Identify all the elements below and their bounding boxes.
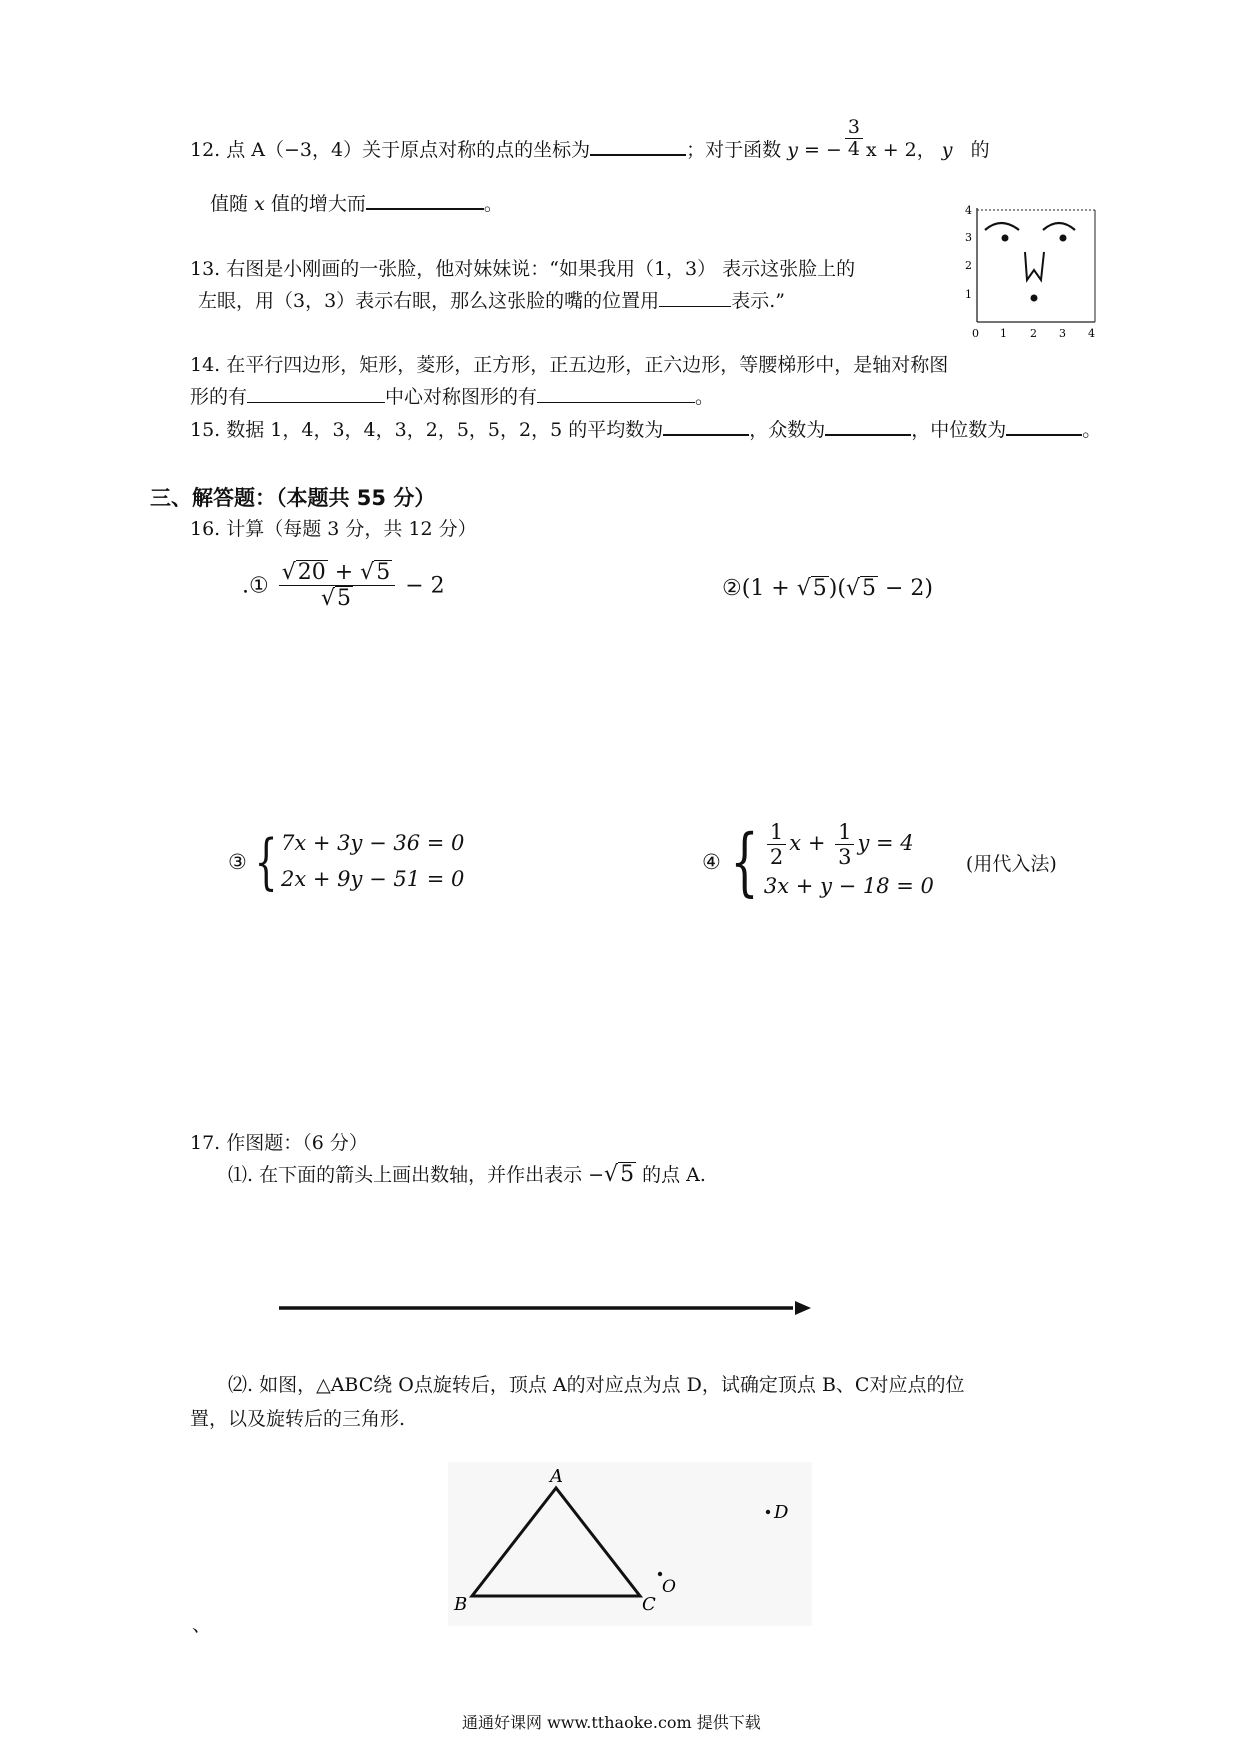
q15-blank-mode[interactable] [825, 414, 911, 436]
q14-blank-2[interactable] [537, 382, 695, 403]
face-x-tick-1: 1 [1000, 327, 1007, 340]
stray-mark: 、 [192, 1614, 212, 1636]
q15-blank-mean[interactable] [663, 414, 749, 436]
right-eyebrow [1043, 223, 1075, 230]
q16-p1-fraction: $\frac{√20 + √5}{√5}$ [279, 560, 395, 612]
mouth [1031, 295, 1038, 302]
q16-p4-eq2: 3x + y − 18 = 0 [763, 874, 934, 899]
q13-blank[interactable] [659, 286, 731, 307]
q13-line1: 13. 右图是小刚画的一张脸，他对妹妹说：“如果我用（1，3） 表示这张脸上的 [190, 258, 856, 280]
triangle-figure [440, 1460, 820, 1630]
right-eye [1060, 235, 1067, 242]
q16-p4-note: (用代入法) [965, 852, 1057, 875]
nose [1025, 252, 1044, 280]
q17-part2-line1: ⑵. 如图，△ABC绕 O点旋转后，顶点 A的对应点为点 D，试确定顶点 B、C对应点的位 [228, 1374, 965, 1396]
q16-problem-4: ④ { $\frac{1}{2}$ x + $\frac{1}{3}$ y = 4 3x + y − 18 = 0 (用代入法) [702, 819, 1057, 906]
q14-line1: 14. 在平行四边形，矩形，菱形，正方形，正五边形，正六边形，等腰梯形中，是轴对称图 [190, 354, 949, 376]
q16-title: 16. 计算（每题 3 分，共 12 分） [190, 518, 477, 540]
q15-line: 15. 数据 1，4，3，4，3，2，5，5，2，5 的平均数为 ，众数为 ，中位数为 。 [190, 414, 1101, 442]
q16-problem-1: .① $\frac{√20 + √5}{√5}$ − 2 [242, 560, 445, 612]
left-eyebrow [985, 223, 1019, 230]
section3-title: 三、解答题：（本题共 55 分） [150, 486, 436, 510]
q16-problem-3: ③ { 7x + 3y − 36 = 0 2x + 9y − 51 = 0 [228, 826, 465, 897]
q17-part2-line2: 置，以及旋转后的三角形. [190, 1408, 406, 1430]
point-d [766, 1510, 770, 1514]
face-x-tick-2: 2 [1030, 327, 1037, 340]
face-figure [955, 200, 1105, 348]
label-c: C [642, 1594, 656, 1615]
number-line-arrow[interactable] [275, 1298, 815, 1318]
face-y-tick-2: 2 [965, 259, 972, 272]
q12-blank-2[interactable] [366, 188, 484, 210]
q15-blank-median[interactable] [1006, 414, 1082, 436]
q12-fraction: $\frac{3}{4}$ [845, 117, 863, 162]
label-a: A [550, 1466, 563, 1487]
q16-problem-2: ②(1 + √5)(√5 − 2) [722, 576, 933, 601]
q12-line1: 12. 点 A（−3，4）关于原点对称的点的坐标为 ；对于函数 y = − $\frac{3}{4}$ x + 2， y 的 [190, 115, 990, 161]
face-y-tick-1: 1 [965, 288, 972, 301]
q12-line2: 值随 x 值的增大而 。 [210, 188, 503, 216]
q12-blank-1[interactable] [590, 134, 686, 156]
face-x-tick-0: 0 [972, 327, 979, 340]
face-y-tick-3: 3 [965, 231, 972, 244]
q16-p4-brace: { [730, 819, 759, 906]
face-x-tick-3: 3 [1059, 327, 1066, 340]
label-o: O [662, 1577, 676, 1597]
q17-title: 17. 作图题：（6 分） [190, 1132, 368, 1154]
q14-blank-1[interactable] [247, 382, 385, 403]
footer-text[interactable]: 通通好课网 www.tthaoke.com 提供下载 [462, 1713, 761, 1732]
q14-line2: 形的有 中心对称图形的有 。 [190, 382, 714, 409]
q16-p4-eq1: $\frac{1}{2}$ x + $\frac{1}{3}$ y = 4 [764, 820, 934, 869]
q16-p3-eq2: 2x + 9y − 51 = 0 [281, 866, 465, 891]
face-x-tick-4: 4 [1088, 327, 1095, 340]
point-o [658, 1572, 662, 1576]
q13-line2: 左眼，用（3，3）表示右眼，那么这张脸的嘴的位置用 表示.” [198, 286, 785, 313]
face-y-tick-4: 4 [965, 204, 972, 217]
q16-p3-brace: { [254, 826, 278, 897]
q17-part1: ⑴. 在下面的箭头上画出数轴，并作出表示 −√5 的点 A. [228, 1162, 706, 1187]
left-eye [1002, 235, 1009, 242]
q16-p3-eq1: 7x + 3y − 36 = 0 [281, 831, 465, 855]
label-d: D [774, 1502, 789, 1523]
label-b: B [454, 1594, 468, 1615]
